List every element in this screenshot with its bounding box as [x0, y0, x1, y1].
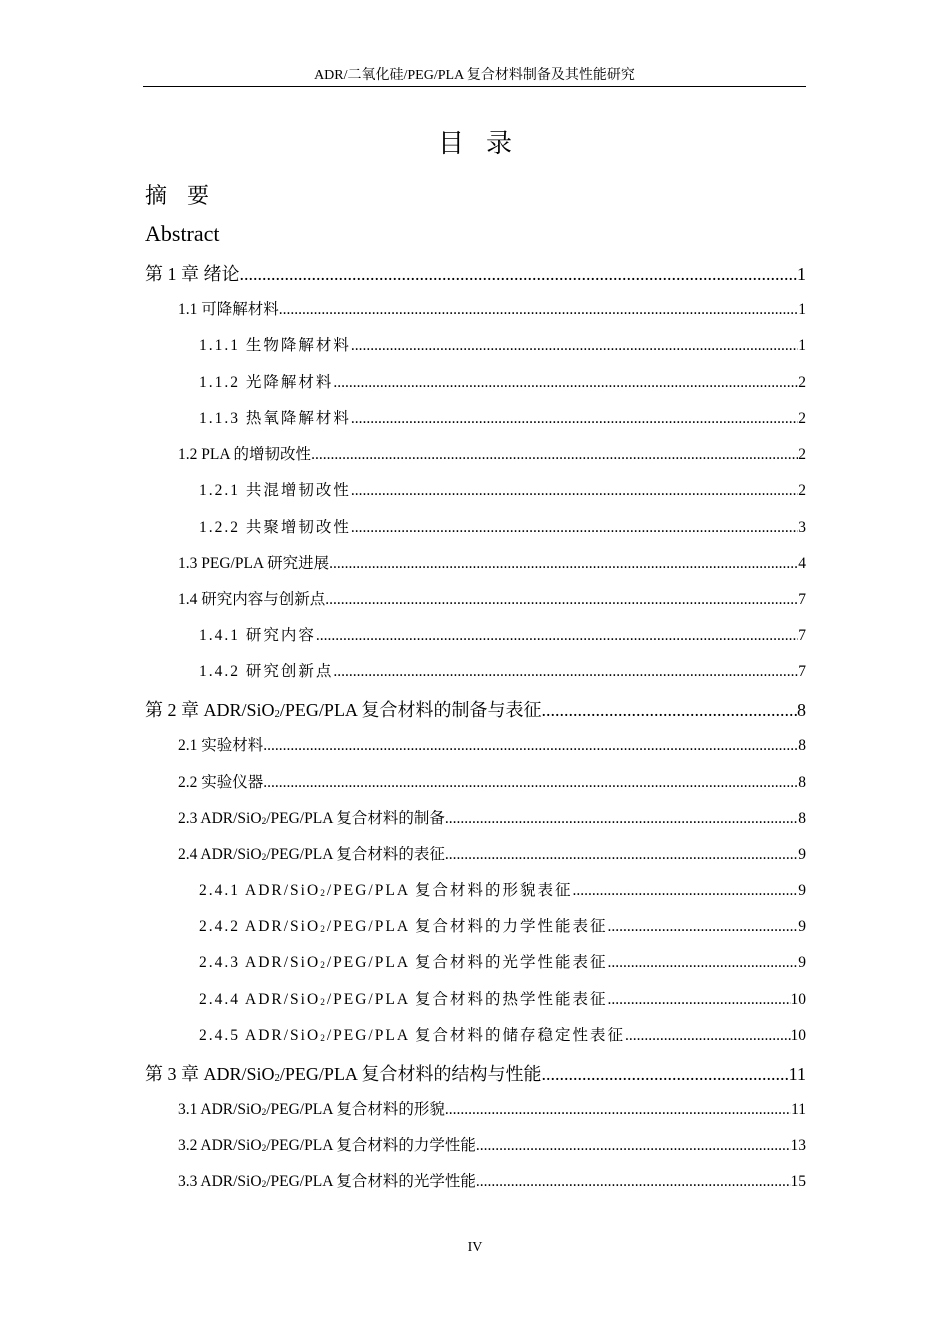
toc-entry-label: 第 3 章 ADR/SiO$_2$/PEG/PLA 复合材料的结构与性能	[145, 1064, 542, 1084]
toc-entry-label: 1.1.2 光降解材料	[199, 374, 334, 391]
toc-entry-page: 2	[798, 446, 806, 463]
dot-leader	[476, 1171, 791, 1193]
dot-leader	[263, 735, 798, 757]
toc-entry-page: 1	[797, 264, 806, 284]
running-header: ADR/二氧化硅/PEG/PLA 复合材料制备及其性能研究	[143, 66, 806, 87]
toc-entry-label: 2.3 ADR/SiO$_2$/PEG/PLA 复合材料的制备	[178, 810, 445, 827]
dot-leader	[279, 299, 798, 321]
toc-entry[interactable]	[145, 262, 806, 286]
dot-leader	[263, 772, 798, 794]
toc-entry-label: 1.4.2 研究创新点	[199, 663, 334, 680]
toc-entry-label: 2.4.5 ADR/SiO$_2$/PEG/PLA 复合材料的储存稳定性表征	[199, 1027, 626, 1044]
toc-entry-page: 8	[797, 700, 806, 720]
dot-leader	[608, 916, 799, 938]
toc-entry[interactable]	[199, 661, 806, 683]
toc-entry-page: 4	[798, 555, 806, 572]
toc-entry-page: 9	[798, 846, 806, 863]
dot-leader	[445, 1099, 791, 1121]
toc-entry-label: 1.2.2 共聚增韧改性	[199, 519, 351, 536]
dot-leader	[351, 335, 798, 357]
toc-entry[interactable]	[199, 480, 806, 502]
toc-entry-page: 2	[798, 374, 806, 391]
toc-entry-page: 10	[790, 991, 806, 1008]
dot-leader	[445, 844, 798, 866]
dot-leader	[325, 589, 798, 611]
dot-leader	[476, 1135, 791, 1157]
toc-entry-page: 9	[798, 954, 806, 971]
toc-entry-label: 3.3 ADR/SiO$_2$/PEG/PLA 复合材料的光学性能	[178, 1173, 476, 1190]
toc-entry[interactable]	[199, 952, 806, 974]
dot-leader	[351, 408, 798, 430]
toc-entry-label: 1.3 PEG/PLA 研究进展	[178, 555, 330, 572]
toc-entry[interactable]	[199, 408, 806, 430]
toc-entry[interactable]	[199, 880, 806, 902]
toc-entry[interactable]	[178, 735, 806, 757]
dot-leader	[240, 262, 798, 286]
toc-entry-label: 1.1 可降解材料	[178, 301, 279, 318]
toc-entry[interactable]	[199, 517, 806, 539]
toc-entry-label: 1.1.3 热氧降解材料	[199, 410, 351, 427]
dot-leader	[608, 989, 791, 1011]
dot-leader	[351, 517, 798, 539]
toc-entry-label: 2.4.4 ADR/SiO$_2$/PEG/PLA 复合材料的热学性能表征	[199, 991, 608, 1008]
toc-entry-page: 7	[798, 663, 806, 680]
toc-entry-label: 2.2 实验仪器	[178, 774, 264, 791]
dot-leader	[445, 808, 798, 830]
toc-entry-label: 2.4 ADR/SiO$_2$/PEG/PLA 复合材料的表征	[178, 846, 445, 863]
toc-entry-abstract-cn[interactable]: 摘要	[145, 183, 230, 208]
dot-leader	[311, 444, 798, 466]
toc-entry-label: 1.4 研究内容与创新点	[178, 591, 326, 608]
toc-entry[interactable]	[199, 1025, 806, 1047]
toc-entry[interactable]	[178, 299, 806, 321]
toc-entry-label: 3.2 ADR/SiO$_2$/PEG/PLA 复合材料的力学性能	[178, 1137, 476, 1154]
toc-entry-page: 2	[798, 410, 806, 427]
toc-entry[interactable]	[178, 808, 806, 830]
toc-entry[interactable]	[199, 335, 806, 357]
dot-leader	[541, 698, 797, 722]
dot-leader	[329, 553, 798, 575]
dot-leader	[351, 480, 798, 502]
toc-entry-label: 2.4.2 ADR/SiO$_2$/PEG/PLA 复合材料的力学性能表征	[199, 918, 608, 935]
dot-leader	[573, 880, 799, 902]
toc-entry-page: 3	[798, 519, 806, 536]
toc-entry-page: 7	[798, 591, 806, 608]
toc-title: 目录	[437, 129, 534, 158]
toc-entry-label: 1.2.1 共混增韧改性	[199, 482, 351, 499]
toc-entry-label: 2.1 实验材料	[178, 737, 264, 754]
toc-entry-page: 11	[791, 1101, 806, 1118]
toc-entry[interactable]	[178, 553, 806, 575]
dot-leader	[316, 625, 798, 647]
dot-leader	[333, 661, 798, 683]
toc-entry-label: 第 1 章 绪论	[145, 264, 240, 284]
toc-entry[interactable]	[178, 589, 806, 611]
toc-entry-page: 8	[798, 737, 806, 754]
toc-entry-page: 15	[790, 1173, 806, 1190]
toc-entry-label: 第 2 章 ADR/SiO$_2$/PEG/PLA 复合材料的制备与表征	[145, 700, 542, 720]
toc-entry-page: 9	[798, 918, 806, 935]
dot-leader	[333, 372, 798, 394]
toc-entry-page: 13	[790, 1137, 806, 1154]
toc-entry[interactable]	[199, 625, 806, 647]
toc-entry[interactable]	[145, 698, 806, 722]
toc-entry-label: 2.4.3 ADR/SiO$_2$/PEG/PLA 复合材料的光学性能表征	[199, 954, 608, 971]
toc-entry[interactable]	[178, 1171, 806, 1193]
toc-entry-abstract-en[interactable]: Abstract	[145, 221, 220, 246]
toc-entry-label: 1.4.1 研究内容	[199, 627, 316, 644]
toc-entry-page: 9	[798, 882, 806, 899]
toc-entry[interactable]	[178, 1099, 806, 1121]
toc-entry[interactable]	[199, 372, 806, 394]
page-number: IV	[467, 1240, 483, 1255]
toc-entry[interactable]	[199, 989, 806, 1011]
toc-entry[interactable]	[178, 444, 806, 466]
toc-entry[interactable]	[178, 844, 806, 866]
toc-entry-label: 2.4.1 ADR/SiO$_2$/PEG/PLA 复合材料的形貌表征	[199, 882, 573, 899]
toc-entry[interactable]	[178, 772, 806, 794]
toc-entry-page: 1	[798, 337, 806, 354]
toc-entry-label: 3.1 ADR/SiO$_2$/PEG/PLA 复合材料的形貌	[178, 1101, 445, 1118]
toc-entry-page: 8	[798, 774, 806, 791]
toc-entry-label: 1.1.1 生物降解材料	[199, 337, 351, 354]
toc-entry[interactable]	[199, 916, 806, 938]
toc-entry[interactable]	[145, 1062, 806, 1086]
dot-leader	[625, 1025, 790, 1047]
toc-entry[interactable]	[178, 1135, 806, 1157]
dot-leader	[541, 1062, 788, 1086]
toc-entry-page: 1	[798, 301, 806, 318]
dot-leader	[608, 952, 799, 974]
toc-entry-page: 10	[790, 1027, 806, 1044]
toc-entry-label: 1.2 PLA 的增韧改性	[178, 446, 312, 463]
toc-entry-page: 7	[798, 627, 806, 644]
toc-entry-page: 8	[798, 810, 806, 827]
toc-entry-page: 11	[788, 1064, 806, 1084]
toc-entry-page: 2	[798, 482, 806, 499]
